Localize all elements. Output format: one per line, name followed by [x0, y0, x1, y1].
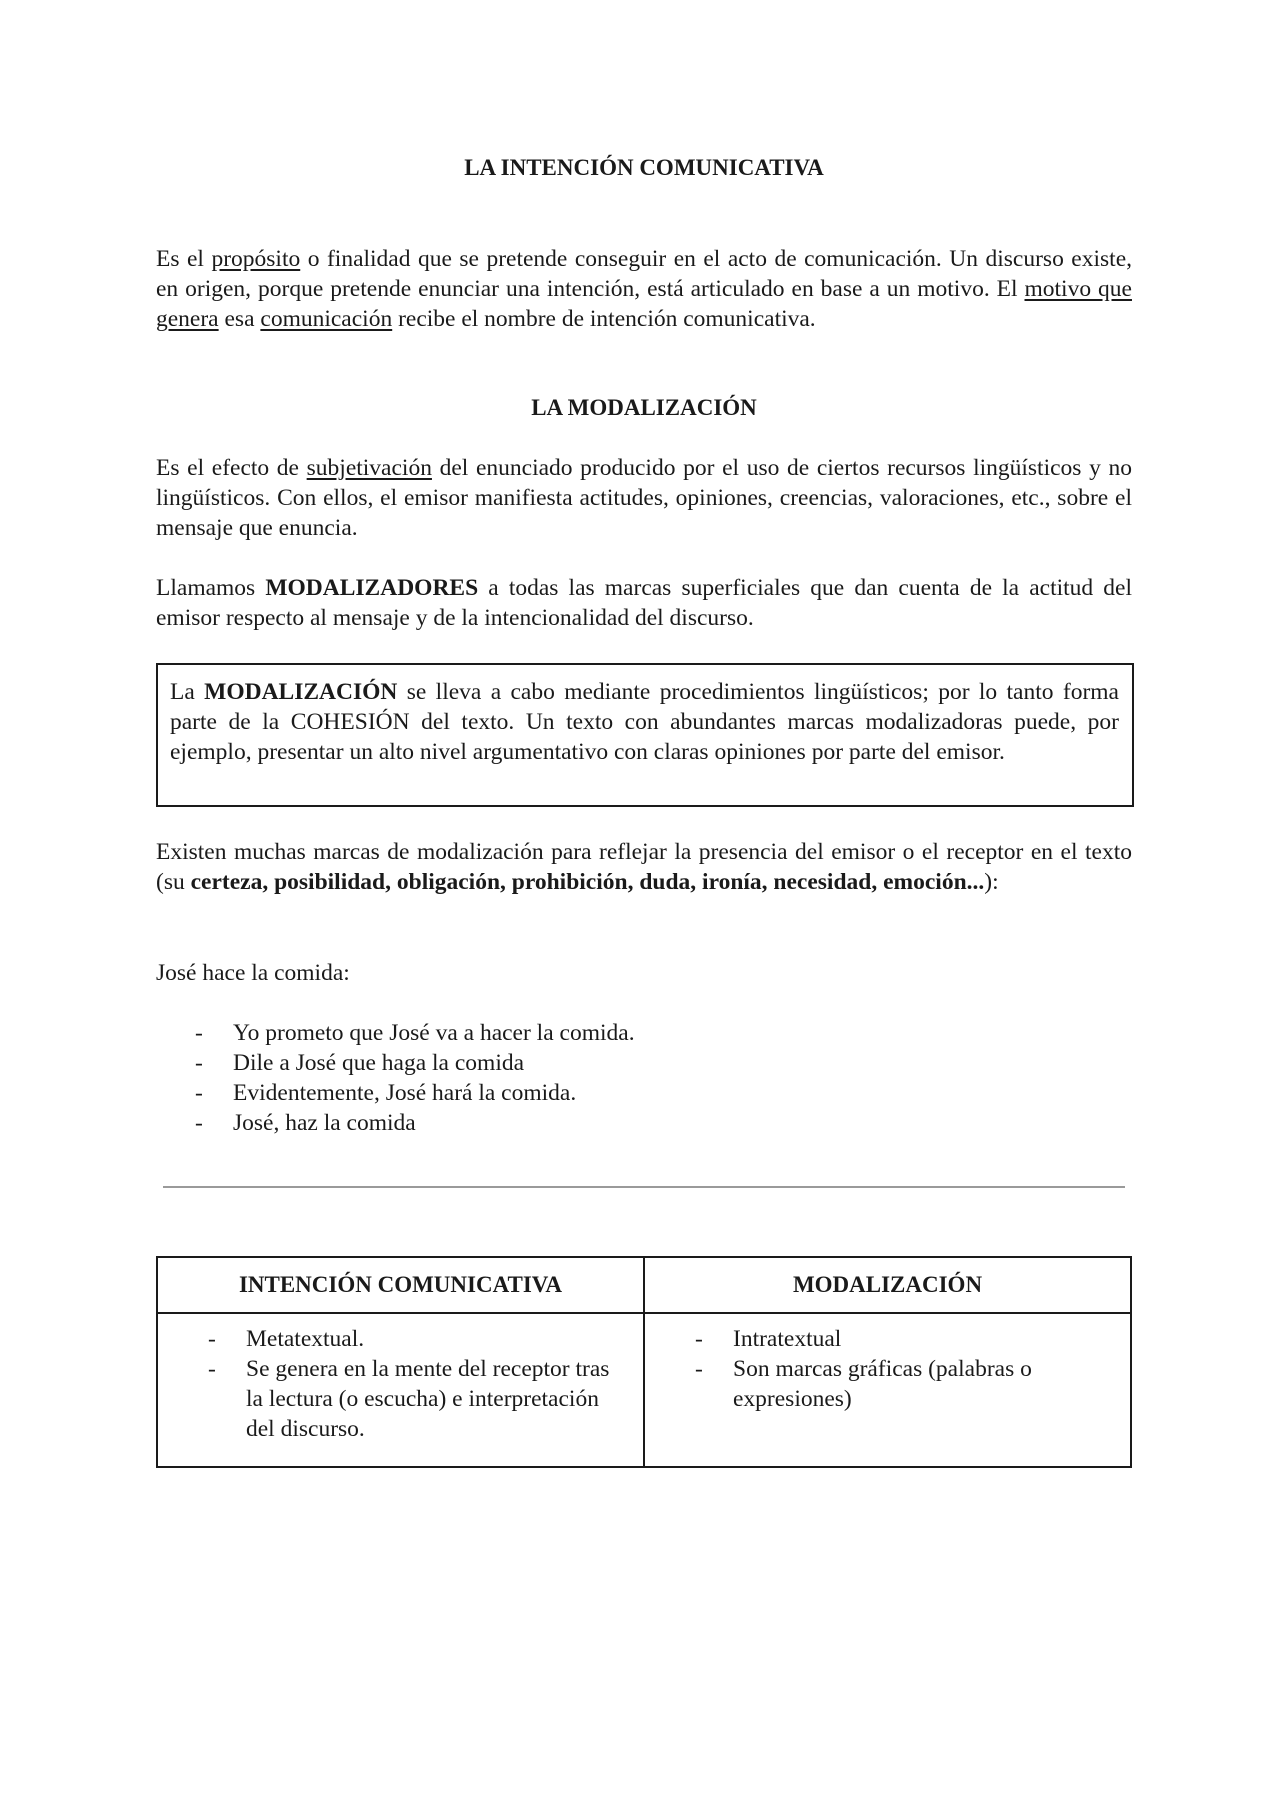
list-item — [158, 1354, 643, 1444]
cell-intencion-comunicativa — [157, 1313, 644, 1467]
dash-bullet: - — [195, 1050, 203, 1076]
text-run: La — [170, 679, 205, 705]
dash-bullet: - — [208, 1326, 216, 1352]
title-modalizacion: LA MODALIZACIÓN — [531, 395, 757, 420]
list-item-text: Evidentemente, José hará la comida. — [233, 1080, 577, 1106]
table-header-row — [157, 1257, 1131, 1313]
paragraph-modalizadores — [156, 573, 1132, 633]
list-item — [645, 1324, 1130, 1354]
title-intencion-comunicativa: LA INTENCIÓN COMUNICATIVA — [464, 155, 824, 180]
list-item-text: Se genera en la mente del receptor tras la lectura (o escucha) e interpretación del discurso. — [246, 1356, 610, 1442]
text-run: se lleva a cabo mediante procedimientos lingüísticos; por lo tanto forma parte de la COHESIÓN del texto. Un texto con abundantes marcas modalizadoras puede, por ejemplo, presentar un alto nivel argumentativo con claras opiniones por parte del emisor. — [170, 679, 1119, 765]
bold-term-modalizacion: MODALIZACIÓN — [204, 679, 398, 705]
horizontal-divider — [163, 1186, 1125, 1188]
text-run: Existen muchas marcas de modalización para reflejar la presencia del emisor o el receptor en el texto (su — [156, 839, 1132, 895]
list-item — [156, 1078, 1056, 1108]
underlined-term-comunicacion: comunicación — [260, 306, 393, 332]
comparison-table — [156, 1256, 1132, 1468]
list-item — [156, 1108, 1056, 1138]
dash-bullet: - — [195, 1080, 203, 1106]
example-intro: José hace la comida: — [156, 960, 350, 986]
paragraph-marcas-modalizacion — [156, 837, 1132, 897]
boxed-note-text — [170, 677, 1119, 767]
underlined-term-subjetivacion: subjetivación — [306, 455, 432, 481]
bold-list-attitudes: certeza, posibilidad, obligación, prohibición, duda, ironía, necesidad, emoción... — [190, 869, 985, 895]
list-item — [156, 1048, 1056, 1078]
underlined-term-proposito: propósito — [211, 246, 301, 272]
text-run: del enunciado producido por el uso de ciertos recursos lingüísticos y no lingüísticos. Con ellos, el emisor manifiesta actitudes, opiniones, creencias, valoraciones, etc., sobre el mensaje que enuncia. — [156, 455, 1132, 541]
text-run: Es el — [156, 246, 212, 272]
list-item — [645, 1354, 1130, 1414]
text-run: o finalidad que se pretende conseguir en el acto de comunicación. Un discurso existe, en origen, porque pretende enunciar una intención, está articulado en base a un motivo. El — [156, 246, 1133, 302]
text-run: Es el efecto de — [156, 455, 307, 481]
text-run: recibe el nombre de intención comunicativa. — [392, 306, 816, 332]
list-item-text: José, haz la comida — [233, 1110, 416, 1136]
bold-term-modalizadores: MODALIZADORES — [265, 575, 479, 601]
dash-bullet: - — [195, 1110, 203, 1136]
header-modalizacion: MODALIZACIÓN — [644, 1257, 1131, 1313]
table-row — [157, 1313, 1131, 1467]
dash-bullet: - — [695, 1356, 703, 1382]
underlined-term-motivo: motivo que genera — [156, 276, 1132, 332]
text-run: a todas las marcas superficiales que dan cuenta de la actitud del emisor respecto al mensaje y de la intencionalidad del discurso. — [156, 575, 1132, 631]
dash-bullet: - — [695, 1326, 703, 1352]
dash-bullet: - — [195, 1020, 203, 1046]
list-item-text: Intratextual — [733, 1326, 842, 1352]
cell-list — [158, 1324, 643, 1444]
list-item-text: Yo prometo que José va a hacer la comida. — [233, 1020, 635, 1046]
cell-list — [645, 1324, 1130, 1414]
paragraph-intencion-definition — [156, 244, 1132, 334]
header-intencion-comunicativa: INTENCIÓN COMUNICATIVA — [157, 1257, 644, 1313]
text-run: Llamamos — [156, 575, 266, 601]
list-item-text: Dile a José que haga la comida — [233, 1050, 525, 1076]
list-item — [156, 1018, 1056, 1048]
cell-modalizacion — [644, 1313, 1131, 1467]
list-item-text: Son marcas gráficas (palabras o expresiones) — [733, 1356, 1032, 1412]
dash-bullet: - — [208, 1356, 216, 1382]
example-list — [156, 1018, 1056, 1138]
list-item-text: Metatextual. — [246, 1326, 365, 1352]
paragraph-modalizacion-definition — [156, 453, 1132, 543]
text-run: ): — [984, 869, 999, 895]
text-run: esa — [218, 306, 261, 332]
list-item — [158, 1324, 643, 1354]
boxed-note — [156, 663, 1134, 807]
